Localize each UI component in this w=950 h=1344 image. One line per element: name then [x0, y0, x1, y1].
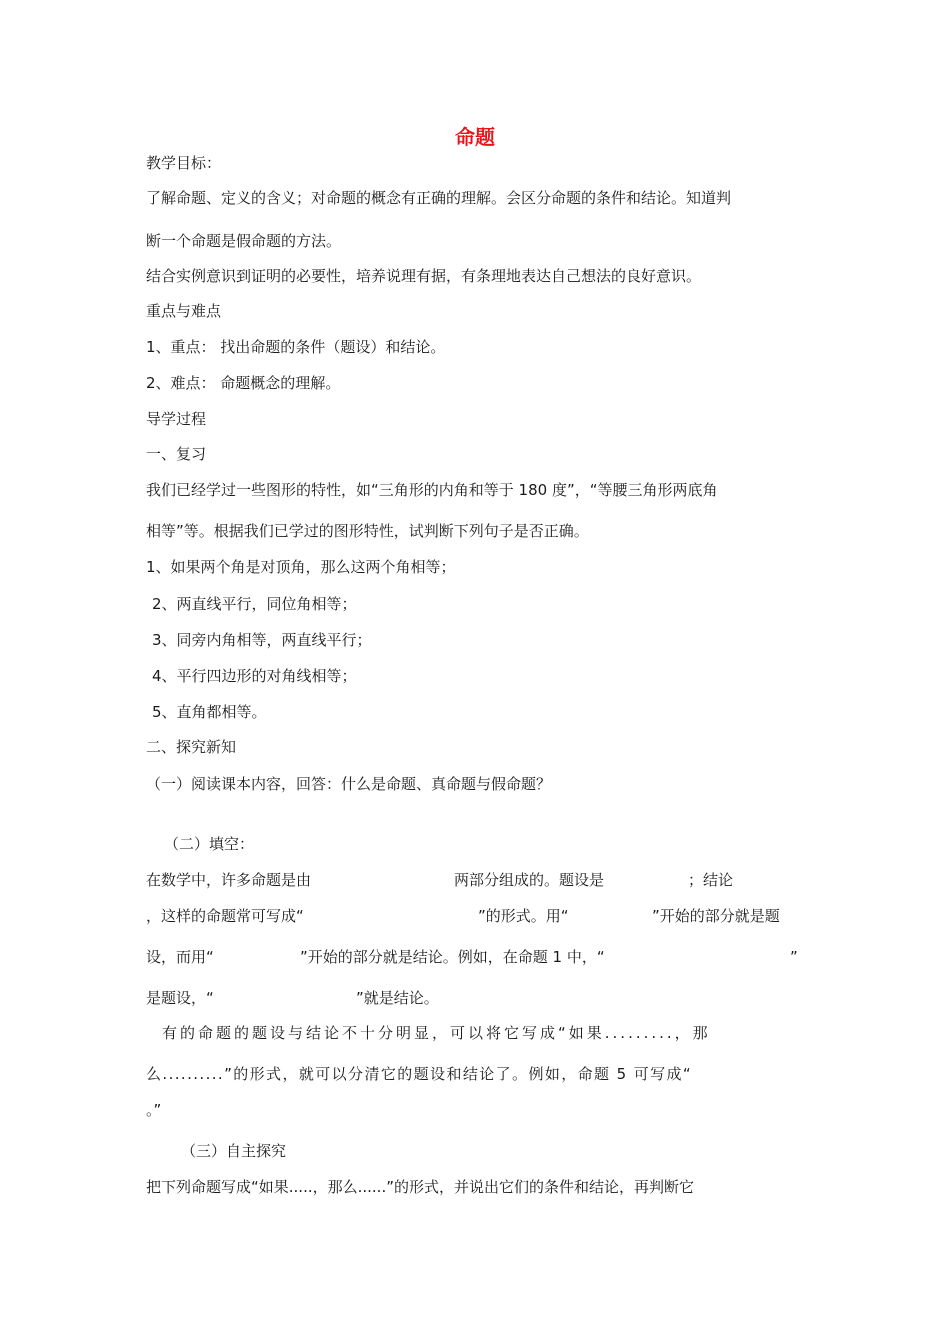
fill-line-2-a: ，这样的命题常可写成“: [146, 907, 304, 925]
process-heading: 导学过程: [146, 410, 207, 428]
review-item-5: 5、直角都相等。: [152, 703, 267, 721]
key-heading: 重点与难点: [146, 302, 222, 320]
review-item-4: 4、平行四边形的对角线相等；: [152, 667, 357, 685]
goal-1-line-a: 了解命题、定义的含义；对命题的概念有正确的理解。会区分命题的条件和结论。知道判: [146, 189, 732, 207]
paragraph-line-b: 么..........”的形式，就可以分清它的题设和结论了。例如，命题 5 可写成“: [146, 1065, 693, 1083]
fill-line-1-a: 在数学中，许多命题是由: [146, 871, 312, 889]
paragraph-line-a: 有的命题的题设与结论不十分明显，可以将它写成“如果.........，那: [162, 1024, 711, 1042]
fill-line-3-b: ”开始的部分就是结论。例如，在命题 1 中，“: [300, 948, 605, 966]
fill-line-3-a: 设，而用“: [146, 948, 214, 966]
page-title: 命题: [455, 125, 495, 149]
paragraph-line-c: 。”: [146, 1101, 162, 1119]
review-heading: 一、复习: [146, 445, 207, 463]
explore-heading: 二、探究新知: [146, 738, 237, 756]
review-line-b: 相等”等。根据我们已学过的图形特性，试判断下列句子是否正确。: [146, 522, 589, 540]
fill-line-4-b: ”就是结论。: [356, 989, 439, 1007]
self-explore-heading: （三）自主探究: [181, 1142, 287, 1160]
key-point-2: 2、难点： 命题概念的理解。: [146, 374, 341, 392]
fill-line-3-c: ”: [790, 948, 798, 966]
goal-2: 结合实例意识到证明的必要性，培养说理有据，有条理地表达自己想法的良好意识。: [146, 267, 702, 285]
fill-line-2-c: ”开始的部分就是题: [652, 907, 780, 925]
goal-1-line-b: 断一个命题是假命题的方法。: [146, 232, 342, 250]
review-line-a: 我们已经学过一些图形的特性，如“三角形的内角和等于 180 度”，“等腰三角形两底角: [146, 481, 718, 499]
fill-line-1-c: ；结论: [688, 871, 734, 889]
fill-line-2-b: ”的形式。用“: [478, 907, 569, 925]
review-item-1: 1、如果两个角是对顶角，那么这两个角相等；: [146, 558, 456, 576]
goals-heading: 教学目标：: [146, 154, 222, 172]
fill-line-4-a: 是题设，“: [146, 989, 214, 1007]
key-point-1: 1、重点： 找出命题的条件（题设）和结论。: [146, 338, 446, 356]
fill-line-1-b: 两部分组成的。题设是: [454, 871, 605, 889]
reading-question: （一）阅读课本内容，回答：什么是命题、真命题与假命题？: [146, 775, 552, 793]
self-explore-line-a: 把下列命题写成“如果.....，那么......”的形式，并说出它们的条件和结论，再判断它: [146, 1178, 694, 1196]
review-item-3: 3、同旁内角相等，两直线平行；: [152, 631, 372, 649]
review-item-2: 2、两直线平行，同位角相等；: [152, 595, 357, 613]
fill-heading: （二）填空：: [164, 835, 255, 853]
